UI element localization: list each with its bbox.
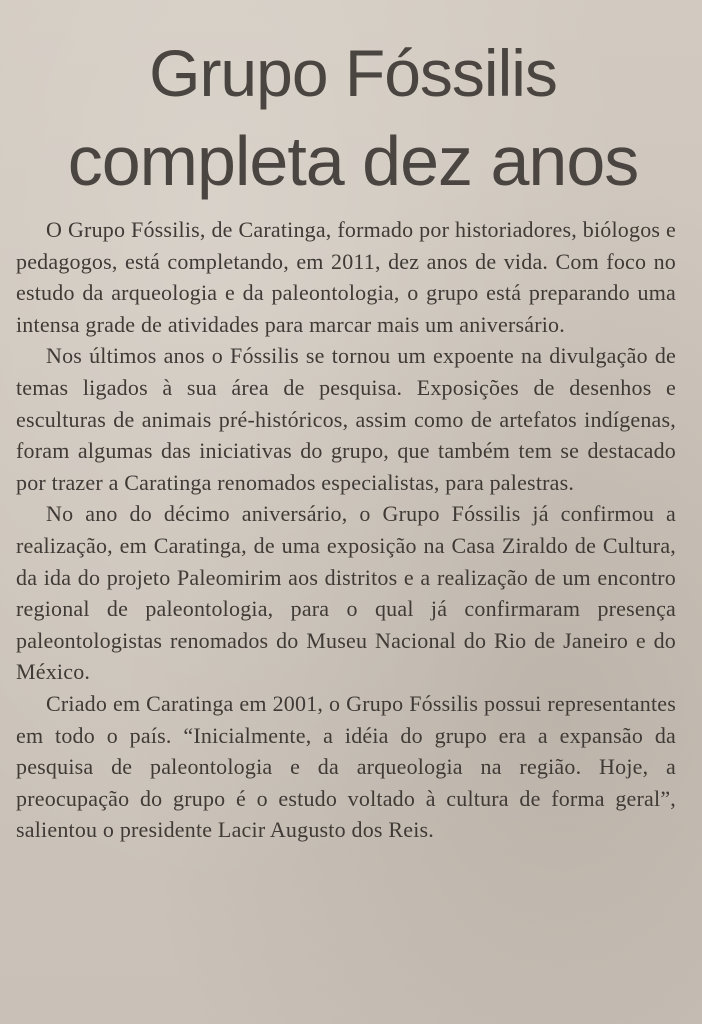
- headline-line-1: Grupo Fóssilis: [149, 36, 557, 111]
- article-paragraph-3: No ano do décimo aniversário, o Grupo Fóssilis já confirmou a realização, em Caratinga, de uma exposição na Casa Ziraldo de Cultura, da ida do projeto Paleomirim aos distritos e a realização de um encontro regional de paleontologia, para o qual já confirmaram presença paleontologistas renomados do Museu Nacional do Rio de Janeiro e do México.: [16, 501, 676, 685]
- article-paragraph-1: O Grupo Fóssilis, de Caratinga, formado por historiadores, biólogos e pedagogos, está completando, em 2011, dez anos de vida. Com foco no estudo da arqueologia e da paleontologia, o grupo está preparando uma intensa grade de atividades para marcar mais um aniversário.: [16, 217, 676, 337]
- article-headline: [8, 27, 698, 203]
- article-paragraph-4: Criado em Caratinga em 2001, o Grupo Fóssilis possui representantes em todo o país. “Inicialmente, a idéia do grupo era a expansão da pesquisa de paleontologia e da arqueologia na região. Hoje, a preocupação do grupo é o estudo voltado à cultura de forma geral”, salientou o presidente Lacir Augusto dos Reis.: [16, 690, 676, 843]
- article-body: [16, 214, 676, 846]
- headline-line-2: completa dez anos: [67, 122, 639, 201]
- article-paragraph-2: Nos últimos anos o Fóssilis se tornou um expoente na divulgação de temas ligados à sua área de pesquisa. Exposições de desenhos e esculturas de animais pré-históricos, assim como de artefatos indígenas, foram algumas das iniciativas do grupo, que também tem se destacado por trazer a Caratinga renomados especialistas, para palestras.: [16, 343, 676, 495]
